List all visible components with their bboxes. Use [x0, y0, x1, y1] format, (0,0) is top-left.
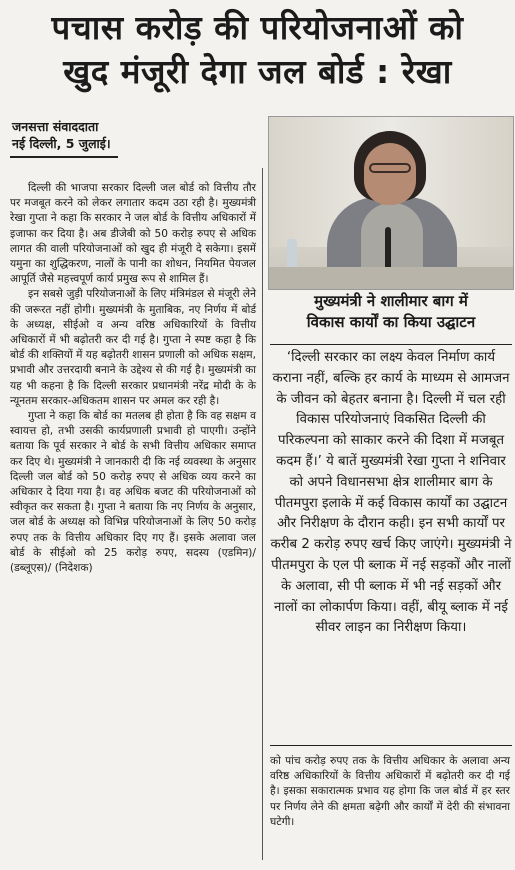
paragraph: इन सबसे जुड़ी परियोजनाओं के लिए मंत्रिमंडल से मंजूरी लेने की जरूरत नहीं होगी। मुख्यमंत्री के मुताबिक, नए निर्णय में बोर्ड के अध्यक्ष, सीईओ व अन्य वरिष्ठ अधिकारियों के वित्तीय अधिकारों में भी बढ़ोतरी कर दी गई है। गुप्ता ने स्पष्ट कहा है कि बोर्ड की शक्तियों में यह बढ़ोतरी शासन प्रणाली को अधिक सक्षम, प्रभावी और उत्तरदायी बनाने के उद्देश्य से की गई है। मुख्यमंत्री का यह भी कहना है कि दिल्ली सरकार प्रधानमंत्री नरेंद्र मोदी के के न्यूनतम सरकार-अधिकतम शासन पर अमल कर रही है।	[10, 288, 256, 407]
column-divider	[262, 168, 263, 860]
caption-rule	[270, 344, 512, 345]
glasses	[369, 163, 411, 173]
paragraph: दिल्ली की भाजपा सरकार दिल्ली जल बोर्ड को वित्तीय तौर पर मजबूत करने को लेकर लगातार कदम उठा रही है। मुख्यमंत्री रेखा गुप्ता ने कहा कि सरकार ने जल बोर्ड के वित्तीय अधिकारों में इजाफा कर दिया है। अब डीजेबी को 50 करोड़ रुपए से अधिक लागत की वाली परियोजनाओं को खुद ही मंजूरी दे सकेगा। इसमें यमुना का शुद्धिकरण, नालों के पानी का शोधन, नियमित पेयजल आपूर्ति जैसे महत्त्वपूर्ण कार्य प्रमुख रूप से शामिल हैं।	[10, 182, 256, 286]
news-photo	[268, 116, 514, 290]
dateline: नई दिल्ली, 5 जुलाई।	[12, 136, 111, 151]
right-bottom-text: को पांच करोड़ रुपए तक के वित्तीय अधिकार के अलावा अन्य वरिष्ठ अधिकारियों के वित्तीय अधिकारों में बढ़ोतरी कर दी गई है। इसका सकारात्मक प्रभाव यह होगा कि जल बोर्ड में हर स्तर पर निर्णय लेने की क्षमता बढ़ेगी और कार्यों में देरी की संभावना घटेगी।	[270, 755, 510, 828]
sidebar-caption	[270, 291, 512, 333]
paragraph: गुप्ता ने कहा कि बोर्ड का मतलब ही होता है कि वह सक्षम व स्वायत्त हो, तभी उसकी कार्यप्रणाली प्रभावी हो पाएगी। उन्होंने बताया कि पूर्व सरकार ने बोर्ड के सभी वित्तीय अधिकार समाप्त कर दिए थे। मुख्यमंत्री ने जानकारी दी कि नई व्यवस्था के अनुसार दिल्ली जल बोर्ड को 50 करोड़ रुपए से अधिक व्यय करने का अधिकार दे दिया गया है। वह अधिक बजट की परियोजनाओं को स्वीकृत कर सकता है। गुप्ता ने बताया कि नए निर्णय के अनुसार, जल बोर्ड के अध्यक्ष को विभिन्न परियोजनाओं के लिए 50 करोड़ रुपए तक के वित्तीय अधिकार दिए गए हैं। इसके अलावा जल बोर्ड के सीईओ को 25 करोड़ रुपए, सदस्य (एडमिन)/ (डब्लूएस)/ (निदेशक)	[10, 410, 256, 575]
headline	[0, 6, 515, 94]
reporter-credit: जनसत्ता संवाददाता	[12, 119, 99, 134]
person-face	[364, 143, 416, 205]
caption-line-1: मुख्यमंत्री ने शालीमार बाग में	[314, 292, 468, 310]
byline-underline	[10, 156, 118, 158]
caption-line-2: विकास कार्यों का किया उद्घाटन	[306, 313, 476, 331]
sidebar-bottom-rule	[270, 745, 512, 746]
byline	[12, 118, 111, 152]
headline-line-1: पचास करोड़ की परियोजनाओं को	[51, 8, 464, 47]
left-column-text	[10, 181, 256, 576]
sidebar-quote: ‘दिल्ली सरकार का लक्ष्य केवल निर्माण कार्य कराना नहीं, बल्कि हर कार्य के माध्यम से आमजन के जीवन को बेहतर बनाना है। दिल्ली में चल रही विकास परियोजनाएं विकसित दिल्ली की परिकल्पना को साकार करने की दिशा में मजबूत कदम हैं।’ ये बातें मुख्यमंत्री रेखा गुप्ता ने शनिवार को अपने विधानसभा क्षेत्र शालीमार बाग के पीतमपुरा इलाके में कई विकास कार्यों का उद्घाटन और निरीक्षण के दौरान कही। इन सभी कार्यों पर करीब 2 करोड़ रुपए खर्च किए जाएंगे। मुख्यमंत्री ने पीतमपुरा के एल पी ब्लाक में नई सड़कों और नालों के अलावा, सी पी ब्लाक में भी नई सड़कों और नालों का लोकार्पण किया। वहीं, बीयू ब्लाक में नई सीवर लाइन का निरीक्षण किया।	[270, 350, 512, 636]
headline-line-2: खुद मंजूरी देगा जल बोर्ड : रेखा	[63, 52, 452, 91]
